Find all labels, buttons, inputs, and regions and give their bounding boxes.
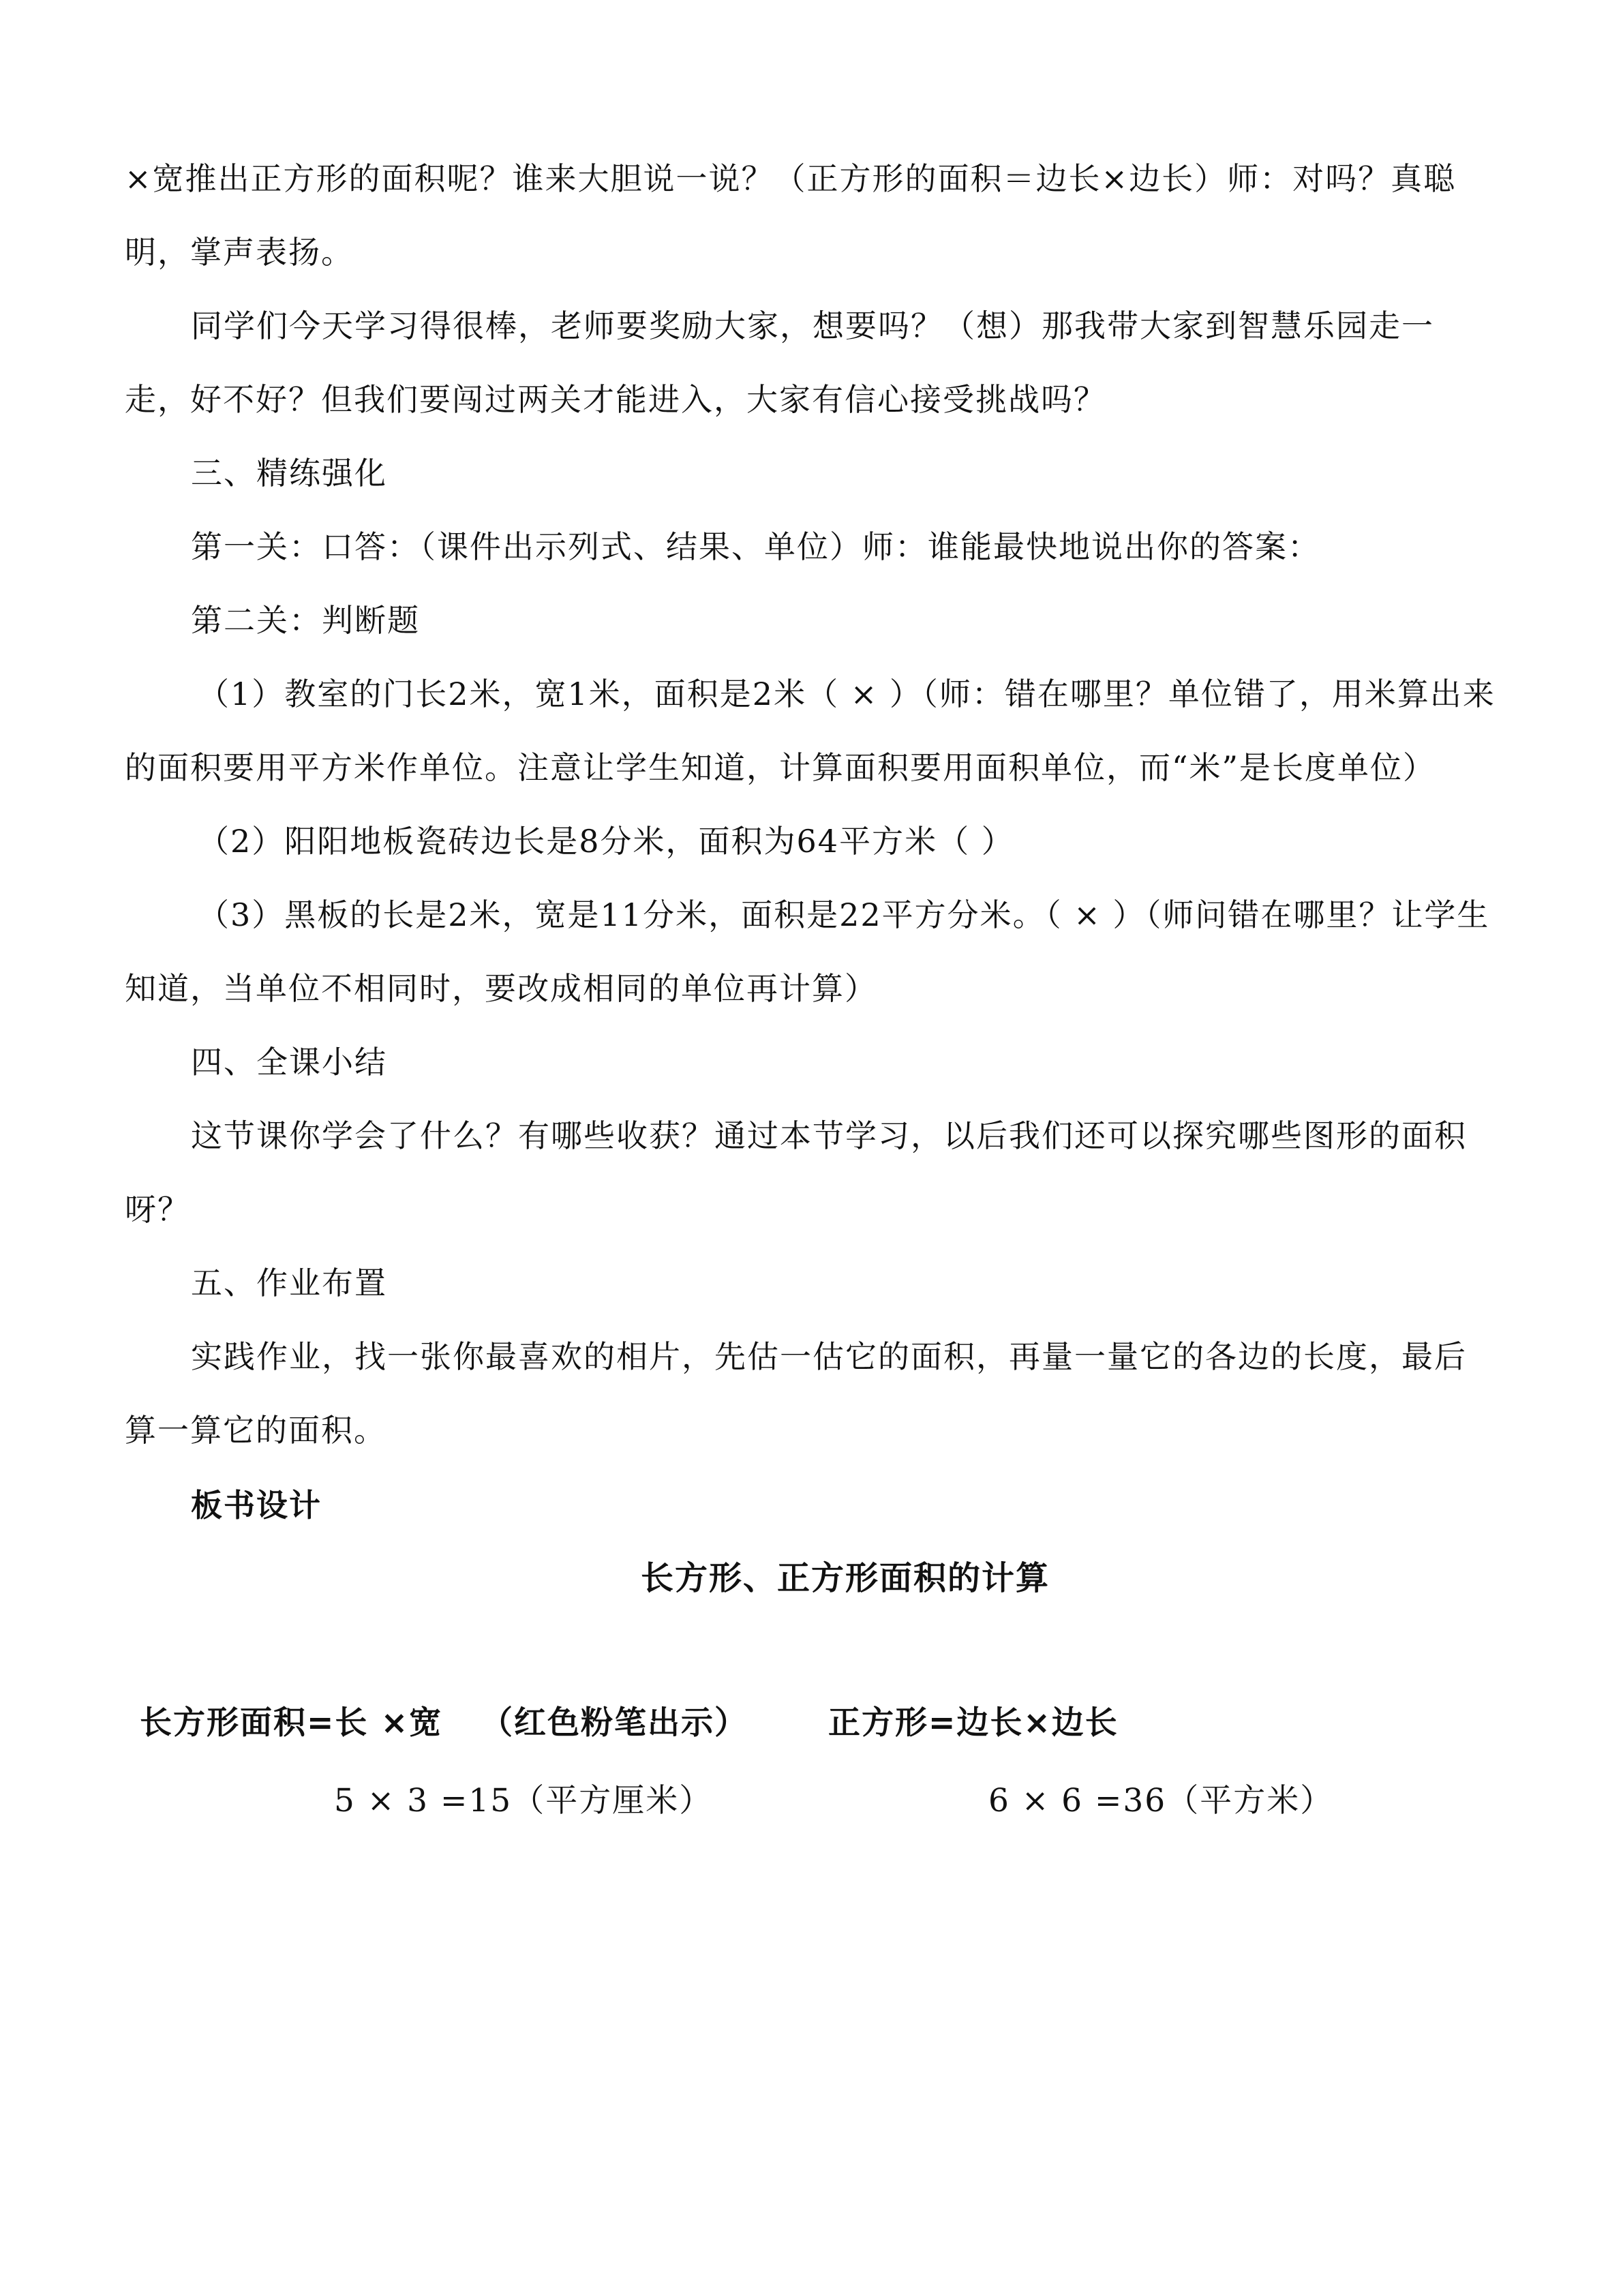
rect-example: 5 × 3 =15（平方厘米） (334, 1782, 713, 1819)
paragraph-line: 第一关：口答：（课件出示列式、结果、单位）师：谁能最快地说出你的答案： (191, 528, 1320, 565)
section-heading: 五、作业布置 (191, 1265, 387, 1301)
paragraph-line: 第二关：判断题 (191, 602, 420, 639)
board-heading: 板书设计 (191, 1487, 322, 1524)
paragraph-line: ×宽推出正方形的面积呢？谁来大胆说一说？（正方形的面积＝边长×边长）师：对吗？真聪 (125, 160, 1457, 197)
section-heading: 四、全课小结 (191, 1044, 387, 1081)
paragraph-line: 实践作业，找一张你最喜欢的相片，先估一估它的面积，再量一量它的各边的长度，最后 (191, 1338, 1467, 1375)
rect-note: （红色粉笔出示） (481, 1704, 748, 1742)
section-heading: 三、精练强化 (191, 455, 387, 492)
paragraph-line: 同学们今天学习得很棒，老师要奖励大家，想要吗？（想）那我带大家到智慧乐园走一 (191, 307, 1434, 344)
paragraph-line: 算一算它的面积。 (125, 1412, 386, 1449)
board-title: 长方形、正方形面积的计算 (641, 1559, 1050, 1597)
paragraph-line: 走，好不好？但我们要闯过两关才能进入，大家有信心接受挑战吗？ (125, 381, 1106, 418)
paragraph-line: 知道，当单位不相同时，要改成相同的单位再计算） (125, 970, 877, 1007)
question-line: （2）阳阳地板瓷砖边长是8分米，面积为64平方米（ ） (198, 823, 1014, 860)
question-line: （1）教室的门长2米，宽1米，面积是2米（ × ）（师：错在哪里？单位错了，用米算出来 (198, 676, 1496, 712)
rect-formula: 长方形面积=长 ×宽 (140, 1704, 443, 1742)
paragraph-line: 呀？ (125, 1191, 190, 1228)
question-line: （3）黑板的长是2米，宽是11分米，面积是22平方分米。（ × ）（师问错在哪里？让学生 (198, 896, 1490, 933)
square-example: 6 × 6 =36（平方米） (988, 1782, 1334, 1819)
paragraph-line: 这节课你学会了什么？有哪些收获？通过本节学习，以后我们还可以探究哪些图形的面积 (191, 1117, 1467, 1154)
square-formula: 正方形=边长×边长 (828, 1704, 1119, 1742)
paragraph-line: 的面积要用平方米作单位。注意让学生知道，计算面积要用面积单位，而“米”是长度单位） (125, 749, 1436, 786)
paragraph-line: 明，掌声表扬。 (125, 234, 354, 271)
